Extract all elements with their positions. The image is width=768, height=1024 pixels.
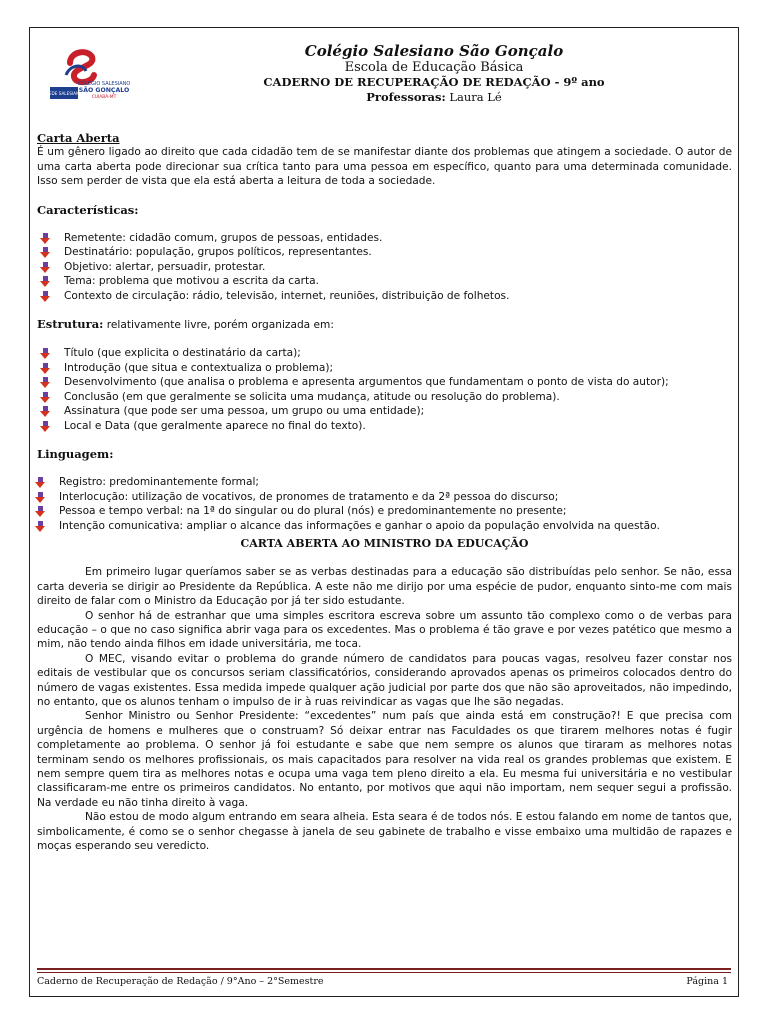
arrow-bullet-icon [40,363,51,374]
letter-body [37,565,732,853]
professors-line [140,90,728,105]
footer-rule [37,972,731,973]
arrow-bullet-icon [40,233,51,244]
footer-rule [37,968,731,970]
page-number: Página 1 [686,976,728,987]
school-subtitle: Escola de Educação Básica [344,60,524,75]
professors-label: Professoras: [366,90,446,104]
logo-line1: COLÉGIO SALESIANO [77,81,131,87]
carta-aberta-body: É um gênero ligado ao direito que cada cidadão tem de se manifestar diante dos problemas que atingem a sociedade. O autor de uma carta aberta pode direcionar sua crítica tanto para uma pessoa em específico, quanto para uma determinada comunidade. Isso sem perder de vista que ela está aberta a leitura de toda a sociedade. [37,146,732,188]
document-header [30,42,738,132]
list-item: Destinatário: população, grupos políticos, representantes. [37,245,732,259]
letter-paragraph: Não estou de modo algum entrando em seara alheia. Esta seara é de todos nós. E estou falando em nome de tantos que, simbolicamente, é como se o senhor chegasse à janela de seu gabinete de trabalho e visse embaixo uma multidão de rapazes e moças esperando seu veredicto. [37,811,732,853]
list-item: Desenvolvimento (que analisa o problema e apresenta argumentos que fundamentam o ponto de vista do autor); [37,375,732,389]
school-name: Colégio Salesiano São Gonçalo [304,42,564,60]
letter-paragraph: Em primeiro lugar queríamos saber se as verbas destinadas para a educação são distribuídas pelo senhor. Se não, essa carta deveria se dirigir ao Presidente da República. A este não me dirijo por uma espécie de pudor, enquanto sinto-me com mais direito de falar com o Ministro da Educação por já ter sido estudante. [37,566,732,608]
list-item: Conclusão (em que geralmente se solicita uma mudança, atitude ou resolução do problema). [37,390,732,404]
estrutura-heading [37,317,732,332]
arrow-bullet-icon [35,492,46,503]
list-item: Pessoa e tempo verbal: na 1ª do singular ou do plural (nós) e predominantemente no presente; [37,504,732,518]
logo-line2: SÃO GONÇALO [78,87,130,94]
caderno-title: CADERNO DE RECUPERAÇÃO DE REDAÇÃO - 9º ano [263,75,605,89]
logo-line3: CUIABÁ-MT [91,95,117,100]
arrow-bullet-icon [40,247,51,258]
list-item: Remetente: cidadão comum, grupos de pessoas, entidades. [37,231,732,245]
caracteristicas-title: Características: [37,202,139,217]
list-item: Registro: predominantemente formal; [37,475,732,489]
footer-caption: Caderno de Recuperação de Redação / 9°Ano – 2°Semestre [37,976,324,987]
arrow-bullet-icon [40,348,51,359]
arrow-bullet-icon [40,421,51,432]
arrow-bullet-icon [40,392,51,403]
list-item: Objetivo: alertar, persuadir, protestar. [37,260,732,274]
letter-paragraph: Senhor Ministro ou Senhor Presidente: “excedentes” num país que ainda está em construção?! E que precisa com urgência de homens e mulheres que o construam? Só deixar entrar nas Faculdades os que tirarem melhores notas é fugir completamente ao problema. O senhor já foi estudante e sabe que nem sempre os alunos que tiraram as melhores notas terminam sendo os melhores profissionais, os mais capacitados para resolver na vida real os grandes problemas que existem. E nem sempre quem tira as melhores notas e ocupa uma vaga tem pleno direito a ela. Eu mesma fui universitária e no vestibular classificaram-me entre os primeiros candidatos. No entanto, por motivos que aqui não importam, nem sequer segui a profissão. Na verdade eu não tinha direito à vaga. [37,710,732,809]
list-item: Local e Data (que geralmente aparece no final do texto). [37,419,732,433]
list-item: Intenção comunicativa: ampliar o alcance das informações e ganhar o apoio da população envolvida na questão. [37,519,732,533]
page-frame [29,27,739,997]
list-item: Tema: problema que motivou a escrita da carta. [37,274,732,288]
arrow-bullet-icon [40,377,51,388]
document-content [37,131,732,853]
arrow-bullet-icon [40,291,51,302]
list-item: Contexto de circulação: rádio, televisão, internet, reuniões, distribuição de folhetos. [37,289,732,303]
caracteristicas-list [37,231,732,303]
professors-name: Laura Lé [449,90,502,104]
arrow-bullet-icon [40,276,51,287]
linguagem-list [37,475,732,533]
estrutura-intro: relativamente livre, porém organizada em: [106,319,334,332]
header-text [140,42,728,105]
logo-network: REDE SALESIANA [48,91,83,96]
carta-aberta-title: Carta Aberta [37,131,120,145]
list-item: Título (que explicita o destinatário da carta); [37,346,732,360]
arrow-bullet-icon [40,406,51,417]
estrutura-title: Estrutura: [37,317,104,332]
letter-title: CARTA ABERTA AO MINISTRO DA EDUCAÇÃO [240,536,529,550]
school-logo [48,45,132,107]
estrutura-list [37,346,732,432]
list-item: Assinatura (que pode ser uma pessoa, um grupo ou uma entidade); [37,404,732,418]
list-item: Introdução (que situa e contextualiza o problema); [37,361,732,375]
arrow-bullet-icon [35,477,46,488]
letter-paragraph: O MEC, visando evitar o problema do grande número de candidatos para poucas vagas, resolveu fazer constar nos editais de vestibular que os concursos seriam classificatórios, considerando aprovados apenas os primeiros colocados dentro do número de vagas existentes. Essa medida impede qualquer ação judicial por parte dos que não são aproveitados, não impedindo, no entanto, que os alunos tenham o impulso de ir à ruas reivindicar as vagas que lhe são negadas. [37,652,732,708]
list-item: Interlocução: utilização de vocativos, de pronomes de tratamento e da 2ª pessoa do discurso; [37,490,732,504]
linguagem-title: Linguagem: [37,446,114,461]
arrow-bullet-icon [40,262,51,273]
arrow-bullet-icon [35,521,46,532]
arrow-bullet-icon [35,506,46,517]
letter-paragraph: O senhor há de estranhar que uma simples escritora escreva sobre um assunto tão complexo como o de verbas para educação – o que no caso significa abrir vaga para os excedentes. Mas o problema é tão grave e por vezes patético que mesmo a mim, não tendo ainda filhos em idade universitária, me toca. [37,609,732,651]
